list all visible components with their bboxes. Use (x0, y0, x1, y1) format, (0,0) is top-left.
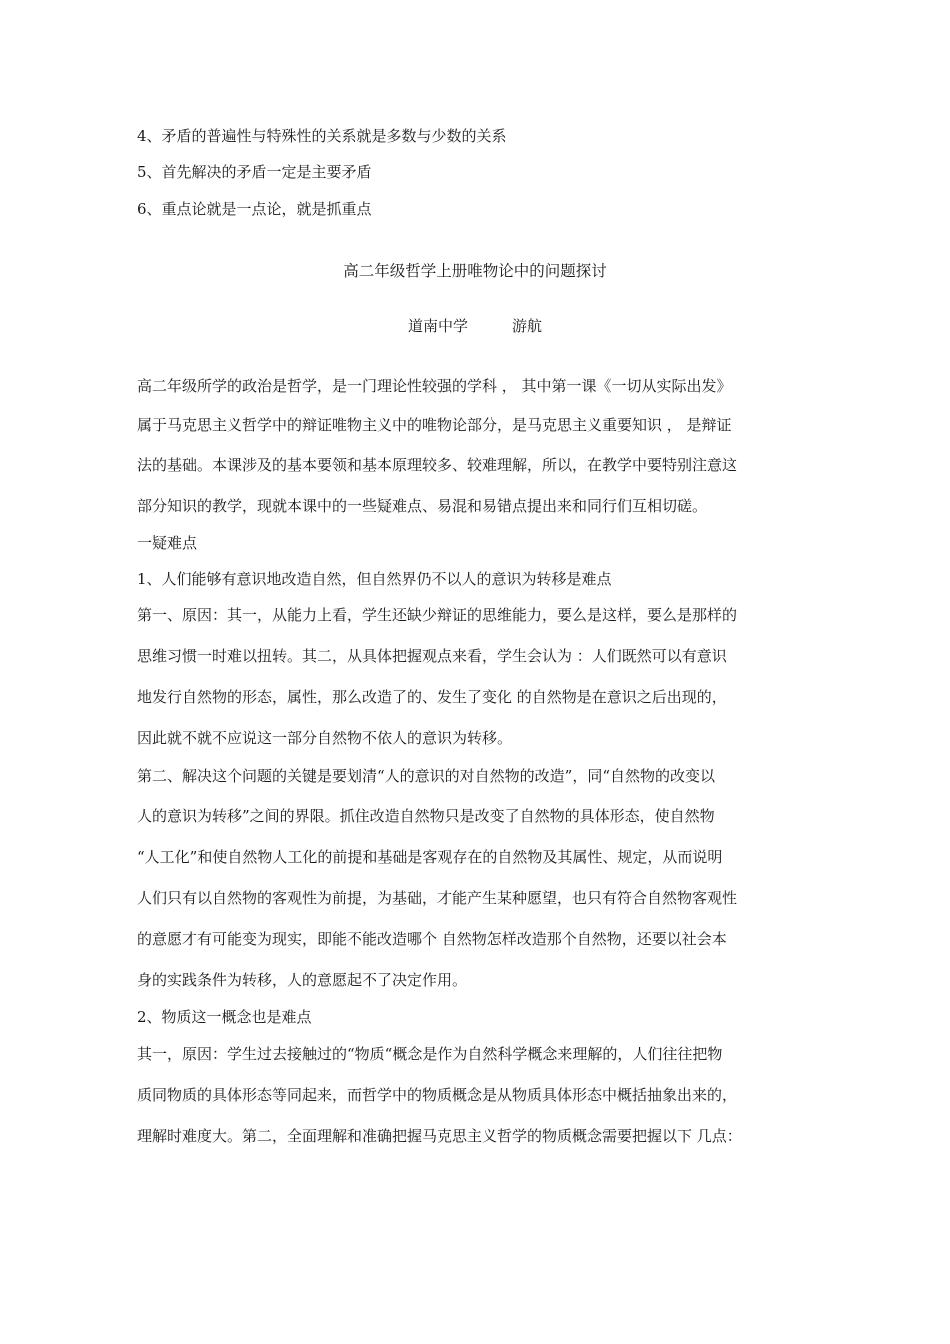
body-line: 高二年级所学的政治是哲学，是一门理论性较强的学科 ， 其中第一课《一切从实际出发》 (137, 377, 732, 395)
body-line: 人的意识为转移”之间的界限。抓住改造自然物只是改变了自然物的具体形态，使自然物 (137, 807, 715, 825)
section-heading: 一疑难点 (137, 534, 198, 552)
byline (0, 316, 950, 336)
subsection-heading: 2、物质这一概念也是难点 (137, 1008, 312, 1026)
school-name: 道南中学 (407, 317, 468, 335)
body-line: 因此就不就不应说这一部分自然物不依人的意识为转移。 (137, 729, 513, 747)
body-line: 的意愿才有可能变为现实，即能不能改造哪个 自然物怎样改造那个自然物，还要以社会本 (137, 930, 727, 948)
body-line: 思维习惯一时难以扭转。其二，从具体把握观点来看，学生会认为 ：人们既然可以有意识 (137, 647, 727, 665)
body-line: 质同物质的具体形态等同起来，而哲学中的物质概念是从物质具体形态中概括抽象出来的， (137, 1086, 738, 1104)
body-line: 理解时难度大。第二，全面理解和准确把握马克思主义哲学的物质概念需要把握以下 几点： (137, 1127, 742, 1145)
body-line: 身的实践条件为转移，人的意愿起不了决定作用。 (137, 971, 468, 989)
body-line: 法的基础。本课涉及的基本要领和基本原理较多、较难理解，所以，在教学中要特别注意这 (137, 456, 738, 474)
author-name: 游航 (512, 317, 543, 335)
list-item: 4、矛盾的普遍性与特殊性的关系就是多数与少数的关系 (137, 127, 507, 145)
body-line: 第二、解决这个问题的关键是要划清“人的意识的对自然物的改造”，同“自然物的改变以 (137, 767, 716, 785)
subsection-heading: 1、人们能够有意识地改造自然，但自然界仍不以人的意识为转移是难点 (137, 570, 612, 588)
body-line: 人们只有以自然物的客观性为前提，为基础，才能产生某种愿望，也只有符合自然物客观性 (137, 889, 738, 907)
body-line: 地发行自然物的形态，属性，那么改造了的、发生了变化 的自然物是在意识之后出现的， (137, 688, 727, 706)
list-item: 6、重点论就是一点论，就是抓重点 (137, 200, 372, 218)
body-line: 其一，原因：学生过去接触过的“物质“概念是作为自然科学概念来理解的，人们往往把物 (137, 1045, 723, 1063)
body-line: 部分知识的教学，现就本课中的一些疑难点、易混和易错点提出来和同行们互相切磋。 (137, 497, 708, 515)
article-title: 高二年级哲学上册唯物论中的问题探讨 (343, 262, 607, 280)
body-line: “人工化”和使自然物人工化的前提和基础是客观存在的自然物及其属性、规定，从而说明 (137, 848, 723, 866)
list-item: 5、首先解决的矛盾一定是主要矛盾 (137, 163, 372, 181)
body-line: 属于马克思主义哲学中的辩证唯物主义中的唯物论部分，是马克思主义重要知识 ， 是辩证 (137, 416, 732, 434)
body-line: 第一、原因：其一，从能力上看，学生还缺少辩证的思维能力，要么是这样，要么是那样的 (137, 606, 738, 624)
